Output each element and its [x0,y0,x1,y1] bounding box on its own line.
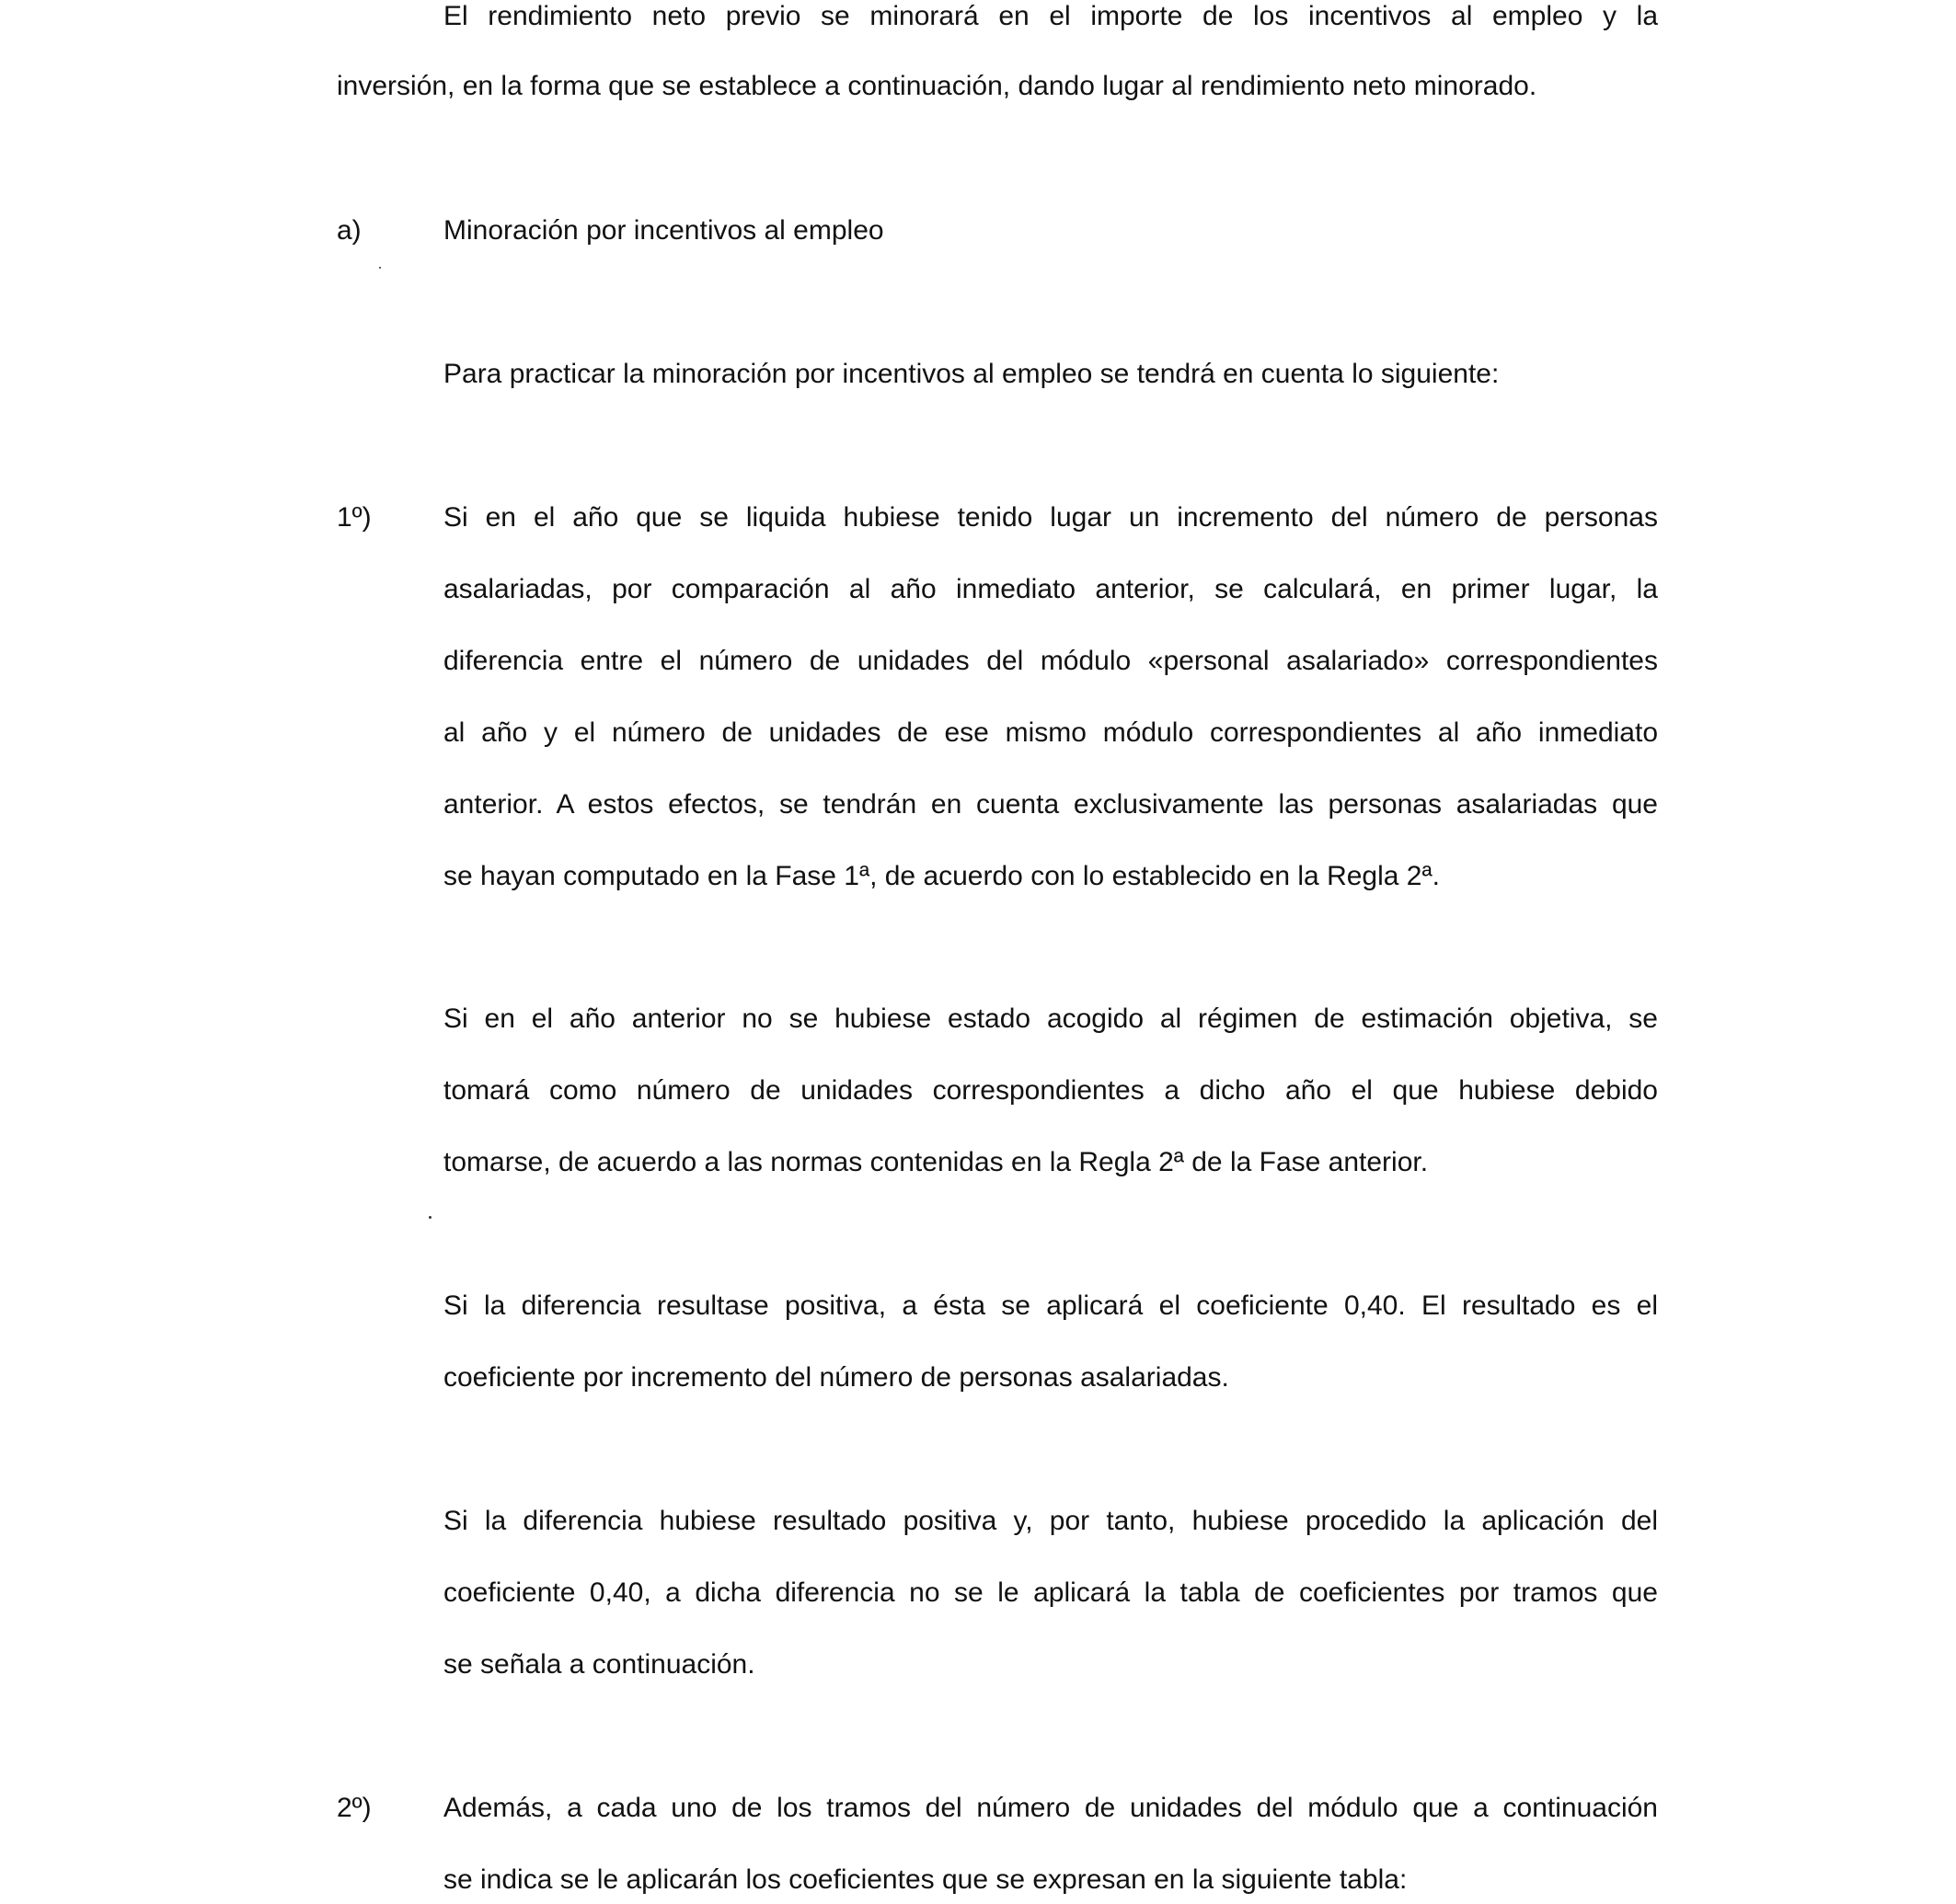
item-1-para1-line-4: al año y el número de unidades de ese mismo módulo correspondientes al año inmediato [443,717,1658,748]
intro-line-2: inversión, en la forma que se establece a continuación, dando lugar al rendimiento neto minorado. [337,71,1537,101]
section-a-label: a) [337,215,362,246]
intro-line-1: El rendimiento neto previo se minorará en el importe de los incentivos al empleo y la [443,1,1658,31]
item-1-para3-line-1: Si la diferencia resultase positiva, a ésta se aplicará el coeficiente 0,40. El resultado es el [443,1290,1658,1321]
item-1-para1-line-5: anterior. A estos efectos, se tendrán en cuenta exclusivamente las personas asalariadas que [443,789,1658,820]
item-1-para4-line-2: coeficiente 0,40, a dicha diferencia no se le aplicará la tabla de coeficientes por tramos que [443,1577,1658,1608]
item-1-para2-line-2: tomará como número de unidades correspondientes a dicho año el que hubiese debido [443,1075,1658,1106]
item-1-para1-line-6: se hayan computado en la Fase 1ª, de acuerdo con lo establecido en la Regla 2ª. [443,861,1440,891]
section-a-lead: Para practicar la minoración por incentivos al empleo se tendrá en cuenta lo siguiente: [443,359,1500,389]
item-1-label: 1º) [337,502,372,533]
item-1-para1-line-3: diferencia entre el número de unidades del módulo «personal asalariado» correspondientes [443,646,1658,676]
scan-speck [379,267,381,269]
item-1-para4-line-3: se señala a continuación. [443,1649,755,1680]
item-2-para1-line-2: se indica se le aplicarán los coeficientes que se expresan en la siguiente tabla: [443,1864,1408,1895]
item-2-label: 2º) [337,1793,372,1823]
item-1-para1-line-1: Si en el año que se liquida hubiese tenido lugar un incremento del número de personas [443,502,1658,533]
item-1-para1-line-2: asalariadas, por comparación al año inmediato anterior, se calculará, en primer lugar, la [443,574,1658,604]
item-1-para3-line-2: coeficiente por incremento del número de personas asalariadas. [443,1362,1229,1393]
item-1-para2-line-3: tomarse, de acuerdo a las normas contenidas en la Regla 2ª de la Fase anterior. [443,1147,1429,1177]
section-a-title: Minoración por incentivos al empleo [443,215,884,246]
item-2-para1-line-1: Además, a cada uno de los tramos del número de unidades del módulo que a continuación [443,1793,1658,1823]
item-1-para2-line-1: Si en el año anterior no se hubiese estado acogido al régimen de estimación objetiva, se [443,1004,1658,1034]
item-1-para4-line-1: Si la diferencia hubiese resultado positiva y, por tanto, hubiese procedido la aplicación del [443,1506,1658,1536]
scan-speck [429,1216,431,1219]
